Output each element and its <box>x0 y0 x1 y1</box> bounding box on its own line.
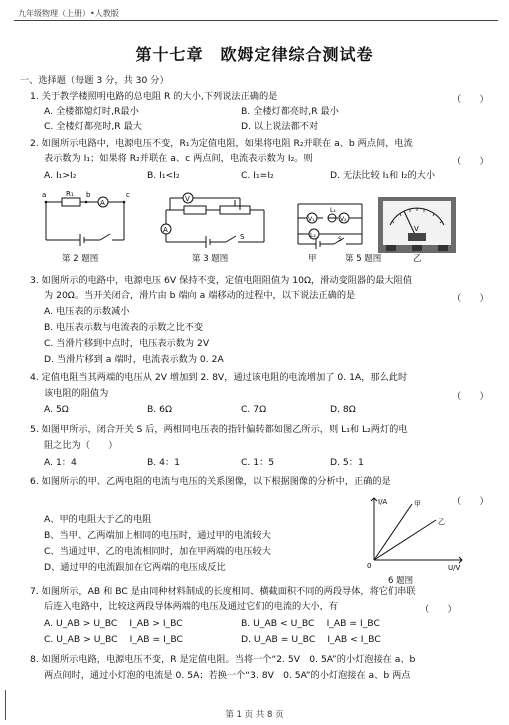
line-jia <box>374 504 412 560</box>
q4-option-a: A. 5Ω <box>44 404 69 415</box>
line-yi <box>374 520 436 560</box>
figure-q6-iu-graph <box>362 494 472 572</box>
q1-stem: 1. 关于教学楼照明电路的总电阻 R 的大小,下列说法正确的是 <box>30 91 278 102</box>
q6-answer-paren: （ ） <box>452 496 489 507</box>
q8-line2: 两点间时，通过小灯泡的电流是 0. 5A；若换一个“3. 8V 0. 5A”的小灯泡接在 a、b 两点 <box>44 670 411 681</box>
q3-answer-paren: （ ） <box>452 293 489 304</box>
axis-origin: 0 <box>367 562 372 570</box>
q1-option-b: B. 全楼灯都亮时,R 最小 <box>241 106 339 117</box>
q6-option-b: B、当甲、乙两端加上相同的电压时，通过甲的电流较大 <box>44 530 271 541</box>
q4-option-b: B. 6Ω <box>147 404 173 415</box>
q5-line2: 阻之比为（ ） <box>44 440 118 451</box>
q3-option-c: C. 当滑片移到中点时，电压表示数为 2V <box>44 338 210 349</box>
q7-option-c: C. U_AB > U_BC I_AB = I_BC <box>44 634 183 645</box>
q3-option-d: D. 当滑片移到 a 端时，电流表示数为 0. 2A <box>44 354 224 365</box>
q2-line1: 2. 如图所示电路中，电源电压不变，R₁为定值电阻，如果将电阻 R₂并联在 a、b 两点间，电流 <box>30 138 413 149</box>
q3-line2: 为 20Ω。当开关闭合，滑片由 b 端向 a 端移动的过程中，以下说法正确的是 <box>44 290 356 301</box>
q3-line1: 3. 如图所示的电路中，电源电压 6V 保持不变，定值电阻阻值为 10Ω，滑动变阻器的最大阻值 <box>30 275 413 286</box>
label-dial-v: V <box>414 225 419 233</box>
q5-option-a: A. 1：4 <box>44 457 77 468</box>
q2-line2: 表示数为 I₁；如果将 R₂并联在 a、c 两点间，电流表示数为 I₂。则 <box>44 153 313 164</box>
q7-line2: 后连入电路中，比较这两段导体两端的电压及通过它们的电流的大小，有 <box>44 601 338 612</box>
series-label-jia: 甲 <box>414 500 421 508</box>
q8-line1: 8. 如图所示电路，电源电压不变，R 是定值电阻。当将一个“2. 5V 0. 5A”的小灯泡接在 a、b <box>30 654 416 665</box>
q4-option-c: C. 7Ω <box>241 404 267 415</box>
label-b: b <box>86 191 91 199</box>
q2-option-a: A. I₁>I₂ <box>44 170 77 181</box>
q6-option-c: C、当通过甲、乙的电流相同时，加在甲两端的电压较大 <box>44 546 271 557</box>
q7-option-b: B. U_AB < U_BC I_AB = I_BC <box>241 618 380 629</box>
q2-option-b: B. I₁<I₂ <box>147 170 180 181</box>
q1-option-d: D. 以上说法都不对 <box>241 121 319 132</box>
label-switch-q5: S <box>338 236 342 243</box>
q5-line1: 5. 如图甲所示，闭合开关 S 后，两相同电压表的指针偏转都如图乙所示，则 L₁和 L₂两灯的电 <box>30 424 408 435</box>
q4-line1: 4. 定值电阻当其两端的电压从 2V 增加到 2. 8V，通过该电阻的电流增加了 0. 1A，那么此时 <box>30 372 408 383</box>
label-switch: S <box>240 233 245 241</box>
q5-option-d: D. 5：1 <box>330 457 364 468</box>
figure-q5-label-yi: 乙 <box>413 254 422 264</box>
q1-option-a: A. 全楼都熄灯时,R最小 <box>44 106 139 117</box>
q6-option-d: D、通过甲的电流跟加在它两端的电压成反比 <box>44 562 226 573</box>
q4-line2: 该电阻的阻值为 <box>44 388 109 399</box>
q7-line1: 7. 如图所示，AB 和 BC 是由同种材料制成的长度相同、横截面积不同的两段导体，将它们串联 <box>30 586 416 597</box>
label-v2: V₂ <box>340 216 347 223</box>
q1-answer-paren: （ ） <box>452 94 489 105</box>
q3-option-b: B. 电压表示数与电流表的示数之比不变 <box>44 322 204 333</box>
section-heading: 一、选择题（每题 3 分，共 30 分） <box>20 75 169 86</box>
figure-q2-circuit <box>40 188 140 250</box>
label-ammeter: A <box>100 199 105 207</box>
q7-option-a: A. U_AB > U_BC I_AB > I_BC <box>44 618 183 629</box>
figure-q3-caption: 第 3 题图 <box>192 254 229 264</box>
header-rule <box>14 20 498 21</box>
label-ammeter-q3: A <box>163 226 168 234</box>
series-label-yi: 乙 <box>438 518 445 526</box>
figure-q6-caption: 6 题图 <box>388 576 414 586</box>
label-r1: R₁ <box>66 190 74 198</box>
figure-q5-circuit <box>292 196 372 258</box>
q2-answer-paren: （ ） <box>452 156 489 167</box>
axis-label-u: U/V <box>448 564 461 572</box>
figure-q2-caption: 第 2 题图 <box>62 254 99 264</box>
axis-label-i: I/A <box>378 498 388 506</box>
figure-q5-voltmeter-dial <box>378 197 456 253</box>
page-title: 第十七章 欧姆定律综合测试卷 <box>135 45 374 64</box>
label-c: c <box>126 191 130 199</box>
q3-option-a: A. 电压表的示数减小 <box>44 306 130 317</box>
figure-q5-label-jia: 甲 <box>308 254 317 264</box>
q2-option-d: D. 无法比较 I₁和 I₂的大小 <box>330 170 436 181</box>
q5-option-c: C. 1：5 <box>241 457 275 468</box>
q6-option-a: A、甲的电阻大于乙的电阻 <box>44 514 152 525</box>
figure-q5-caption: 第 5 题图 <box>345 254 382 264</box>
label-l2: L₂ <box>310 232 316 239</box>
q4-answer-paren: （ ） <box>452 391 489 402</box>
page-header: 九年级物理（上册）•人教版 <box>18 9 119 18</box>
q6-line1: 6. 如图所示的甲、乙两电阻的电流与电压的关系图像，以下根据图像的分析中，正确的是 <box>30 476 391 487</box>
label-a: a <box>42 191 47 199</box>
q7-option-d: D. U_AB = U_BC I_AB < I_BC <box>241 634 381 645</box>
q7-answer-paren: （ ） <box>420 604 457 615</box>
label-l1: L₁ <box>330 207 336 214</box>
figure-q3-circuit <box>160 192 272 250</box>
page-footer: 第 1 页 共 8 页 <box>225 710 284 720</box>
label-voltmeter: V <box>185 195 190 203</box>
q2-option-c: C. I₁=I₂ <box>241 170 274 181</box>
q5-option-b: B. 4：1 <box>147 457 181 468</box>
q1-option-c: C. 全楼灯都亮时,R 最大 <box>44 121 142 132</box>
label-v1: V₁ <box>308 216 315 223</box>
q4-option-d: D. 8Ω <box>330 404 356 415</box>
